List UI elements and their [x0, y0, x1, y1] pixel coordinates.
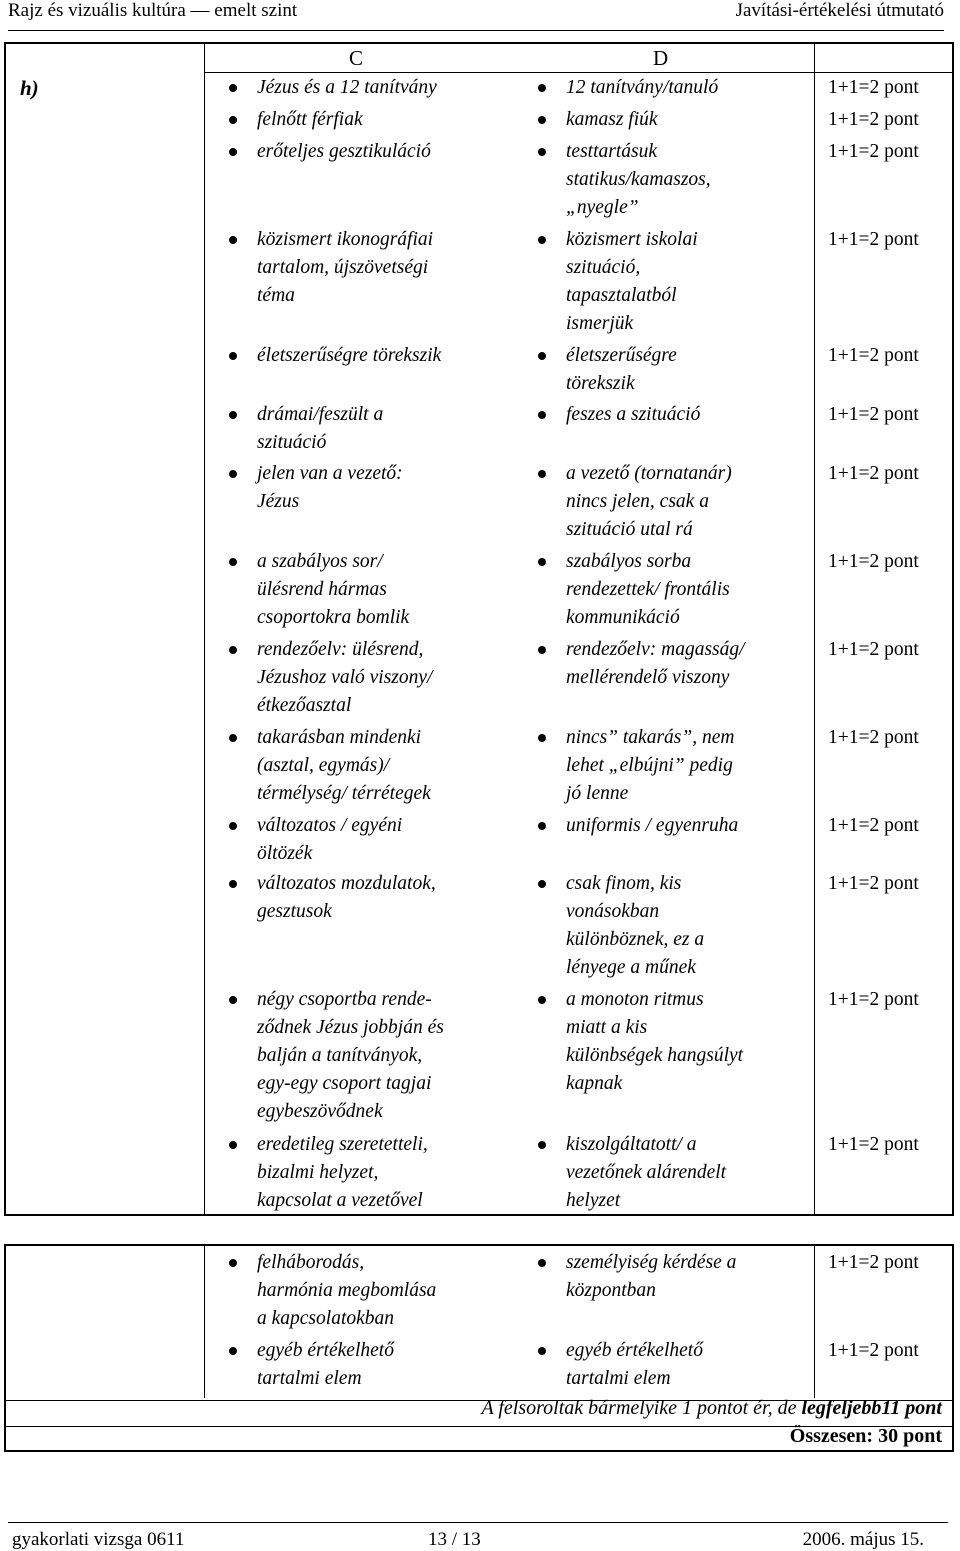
row-points: 1+1=2 pont — [828, 639, 919, 660]
bullet-icon — [538, 148, 546, 156]
row-points: 1+1=2 pont — [828, 873, 919, 894]
column-d-text: személyiség kérdése a — [566, 1252, 737, 1273]
header-subtitle: Javítási-értékelési útmutató — [735, 0, 944, 21]
column-c-text: a szabályos sor/ — [257, 551, 383, 572]
column-d-text: kommunikáció — [566, 607, 680, 628]
column-d-text: szituáció, — [566, 257, 641, 278]
page-footer — [8, 1522, 948, 1551]
column-c-text: közismert ikonográfiai — [257, 229, 434, 250]
column-d-text: testtartásuk — [566, 141, 657, 162]
column-c-text: egyéb értékelhető — [257, 1340, 394, 1361]
column-c-text: Jézus — [257, 491, 300, 512]
bullet-icon — [229, 411, 237, 419]
extra-table — [4, 1244, 954, 1452]
page-header — [8, 0, 944, 31]
bullet-icon — [538, 352, 546, 360]
column-d-text: különböznek, ez a — [566, 929, 705, 950]
column-c-text: életszerűségre törekszik — [257, 345, 442, 366]
column-header-d: D — [653, 46, 669, 70]
column-d-text: közismert iskolai — [566, 229, 698, 250]
column-c-text: kapcsolat a vezetővel — [257, 1190, 423, 1211]
bullet-icon — [538, 470, 546, 478]
column-c-text: rendezőelv: ülésrend, — [257, 639, 424, 660]
bullet-icon — [229, 822, 237, 830]
column-d-text: rendezőelv: magasság/ — [566, 639, 745, 660]
bullet-icon — [538, 411, 546, 419]
column-d-text: lényege a műnek — [566, 957, 696, 978]
column-d-text: 12 tanítvány/tanuló — [566, 77, 719, 98]
column-d-text: feszes a szituáció — [566, 404, 701, 425]
bullet-icon — [229, 236, 237, 244]
column-c-text: tartalom, újszövetségi — [257, 257, 429, 278]
column-c-text: öltözék — [257, 843, 313, 864]
bullet-icon — [229, 116, 237, 124]
column-d-text: egyéb értékelhető — [566, 1340, 703, 1361]
column-c-text: téma — [257, 285, 295, 306]
column-d-text: jó lenne — [566, 783, 629, 804]
bullet-icon — [229, 880, 237, 888]
row-label: h) — [20, 76, 39, 100]
answer-table — [4, 42, 954, 1216]
row-points: 1+1=2 pont — [828, 1252, 919, 1273]
column-d-text: helyzet — [566, 1190, 621, 1211]
column-c-text: egy-egy csoport tagjai — [257, 1073, 432, 1094]
total-score: Összesen: 30 pont — [789, 1425, 942, 1447]
column-d-text: ismerjük — [566, 313, 634, 334]
column-d-text: kamasz fiúk — [566, 109, 658, 130]
row-points: 1+1=2 pont — [828, 463, 919, 484]
bullet-icon — [538, 1259, 546, 1267]
bullet-icon — [538, 646, 546, 654]
column-d-text: életszerűségre — [566, 345, 677, 366]
column-c-text: a kapcsolatokban — [257, 1308, 395, 1329]
column-d-text: kapnak — [566, 1073, 623, 1094]
column-c-text: bizalmi helyzet, — [257, 1162, 379, 1183]
bullet-icon — [229, 996, 237, 1004]
row-points: 1+1=2 pont — [828, 404, 919, 425]
row-points: 1+1=2 pont — [828, 989, 919, 1010]
bullet-icon — [229, 1141, 237, 1149]
column-d-text: nincs jelen, csak a — [566, 491, 709, 512]
row-points: 1+1=2 pont — [828, 229, 919, 250]
bullet-icon — [229, 470, 237, 478]
column-header-c: C — [349, 46, 364, 70]
column-d-text: vonásokban — [566, 901, 660, 922]
column-c-text: takarásban mindenki — [257, 727, 422, 748]
footer-date: 2006. május 15. — [802, 1529, 924, 1550]
column-d-text: rendezettek/ frontális — [566, 579, 730, 600]
column-c-text: étkezőasztal — [257, 695, 352, 716]
column-c-text: térmélység/ térrétegek — [257, 783, 431, 804]
row-points: 1+1=2 pont — [828, 345, 919, 366]
column-divider — [814, 1246, 815, 1398]
row-points: 1+1=2 pont — [828, 1134, 919, 1155]
scoring-note: A felsoroltak bármelyike 1 pontot ér, de legfeljebb11 pont — [481, 1397, 942, 1419]
bullet-icon — [229, 84, 237, 92]
column-c-text: változatos / egyéni — [257, 815, 403, 836]
column-d-text: tapasztalatból — [566, 285, 677, 306]
column-d-text: miatt a kis — [566, 1017, 648, 1038]
header-divider — [204, 72, 952, 73]
column-c-text: négy csoportba rende- — [257, 989, 432, 1010]
column-c-text: tartalmi elem — [257, 1368, 362, 1389]
column-d-text: kiszolgáltatott/ a — [566, 1134, 697, 1155]
footer-page: 13 / 13 — [428, 1529, 481, 1550]
column-c-text: felnőtt férfiak — [257, 109, 363, 130]
column-d-text: statikus/kamaszos, — [566, 169, 711, 190]
row-points: 1+1=2 pont — [828, 727, 919, 748]
row-points: 1+1=2 pont — [828, 551, 919, 572]
column-d-text: tartalmi elem — [566, 1368, 671, 1389]
column-c-text: felháborodás, — [257, 1252, 365, 1273]
row-points: 1+1=2 pont — [828, 77, 919, 98]
column-d-text: mellérendelő viszony — [566, 667, 730, 688]
column-c-text: gesztusok — [257, 901, 332, 922]
column-c-text: Jézus és a 12 tanítvány — [257, 77, 437, 98]
column-d-text: „nyegle” — [566, 197, 639, 218]
column-c-text: csoportokra bomlik — [257, 607, 410, 628]
column-d-text: nincs” takarás”, nem — [566, 727, 735, 748]
bullet-icon — [538, 116, 546, 124]
column-d-text: különbségek hangsúlyt — [566, 1045, 744, 1066]
column-c-text: harmónia megbomlása — [257, 1280, 437, 1301]
column-d-text: szituáció utal rá — [566, 519, 693, 540]
column-d-text: törekszik — [566, 373, 635, 394]
bullet-icon — [229, 1347, 237, 1355]
column-c-text: drámai/feszült a — [257, 404, 384, 425]
bullet-icon — [538, 558, 546, 566]
row-points: 1+1=2 pont — [828, 1340, 919, 1361]
column-c-text: ződnek Jézus jobbján és — [257, 1017, 444, 1038]
row-points: 1+1=2 pont — [828, 815, 919, 836]
bullet-icon — [538, 1347, 546, 1355]
bullet-icon — [229, 148, 237, 156]
header-title: Rajz és vizuális kultúra — emelt szint — [8, 0, 298, 21]
row-points: 1+1=2 pont — [828, 109, 919, 130]
bullet-icon — [538, 236, 546, 244]
bullet-icon — [538, 822, 546, 830]
column-c-text: ülésrend hármas — [257, 579, 387, 600]
column-c-text: erőteljes gesztikuláció — [257, 141, 431, 162]
column-c-text: Jézushoz való viszony/ — [257, 667, 433, 688]
column-divider — [204, 44, 205, 1214]
bullet-icon — [538, 84, 546, 92]
bullet-icon — [229, 734, 237, 742]
column-d-text: a vezető (tornatanár) — [566, 463, 732, 484]
bullet-icon — [538, 734, 546, 742]
column-d-text: csak finom, kis — [566, 873, 682, 894]
column-c-text: (asztal, egymás)/ — [257, 755, 390, 776]
column-d-text: uniformis / egyenruha — [566, 815, 739, 836]
column-d-text: szabályos sorba — [566, 551, 692, 572]
bullet-icon — [229, 646, 237, 654]
column-d-text: lehet „elbújni” pedig — [566, 755, 733, 776]
bullet-icon — [538, 880, 546, 888]
bullet-icon — [538, 996, 546, 1004]
column-d-text: vezetőnek alárendelt — [566, 1162, 727, 1183]
column-d-text: központban — [566, 1280, 656, 1301]
row-points: 1+1=2 pont — [828, 141, 919, 162]
column-c-text: balján a tanítványok, — [257, 1045, 423, 1066]
column-divider — [814, 44, 815, 1214]
bullet-icon — [229, 1259, 237, 1267]
column-c-text: jelen van a vezető: — [257, 463, 403, 484]
bullet-icon — [229, 558, 237, 566]
bullet-icon — [229, 352, 237, 360]
column-c-text: egybeszövődnek — [257, 1101, 383, 1122]
bullet-icon — [538, 1141, 546, 1149]
column-divider — [204, 1246, 205, 1398]
column-c-text: változatos mozdulatok, — [257, 873, 436, 894]
column-d-text: a monoton ritmus — [566, 989, 704, 1010]
footer-exam: gyakorlati vizsga 0611 — [12, 1529, 185, 1550]
column-c-text: szituáció — [257, 432, 327, 453]
column-c-text: eredetileg szeretetteli, — [257, 1134, 428, 1155]
